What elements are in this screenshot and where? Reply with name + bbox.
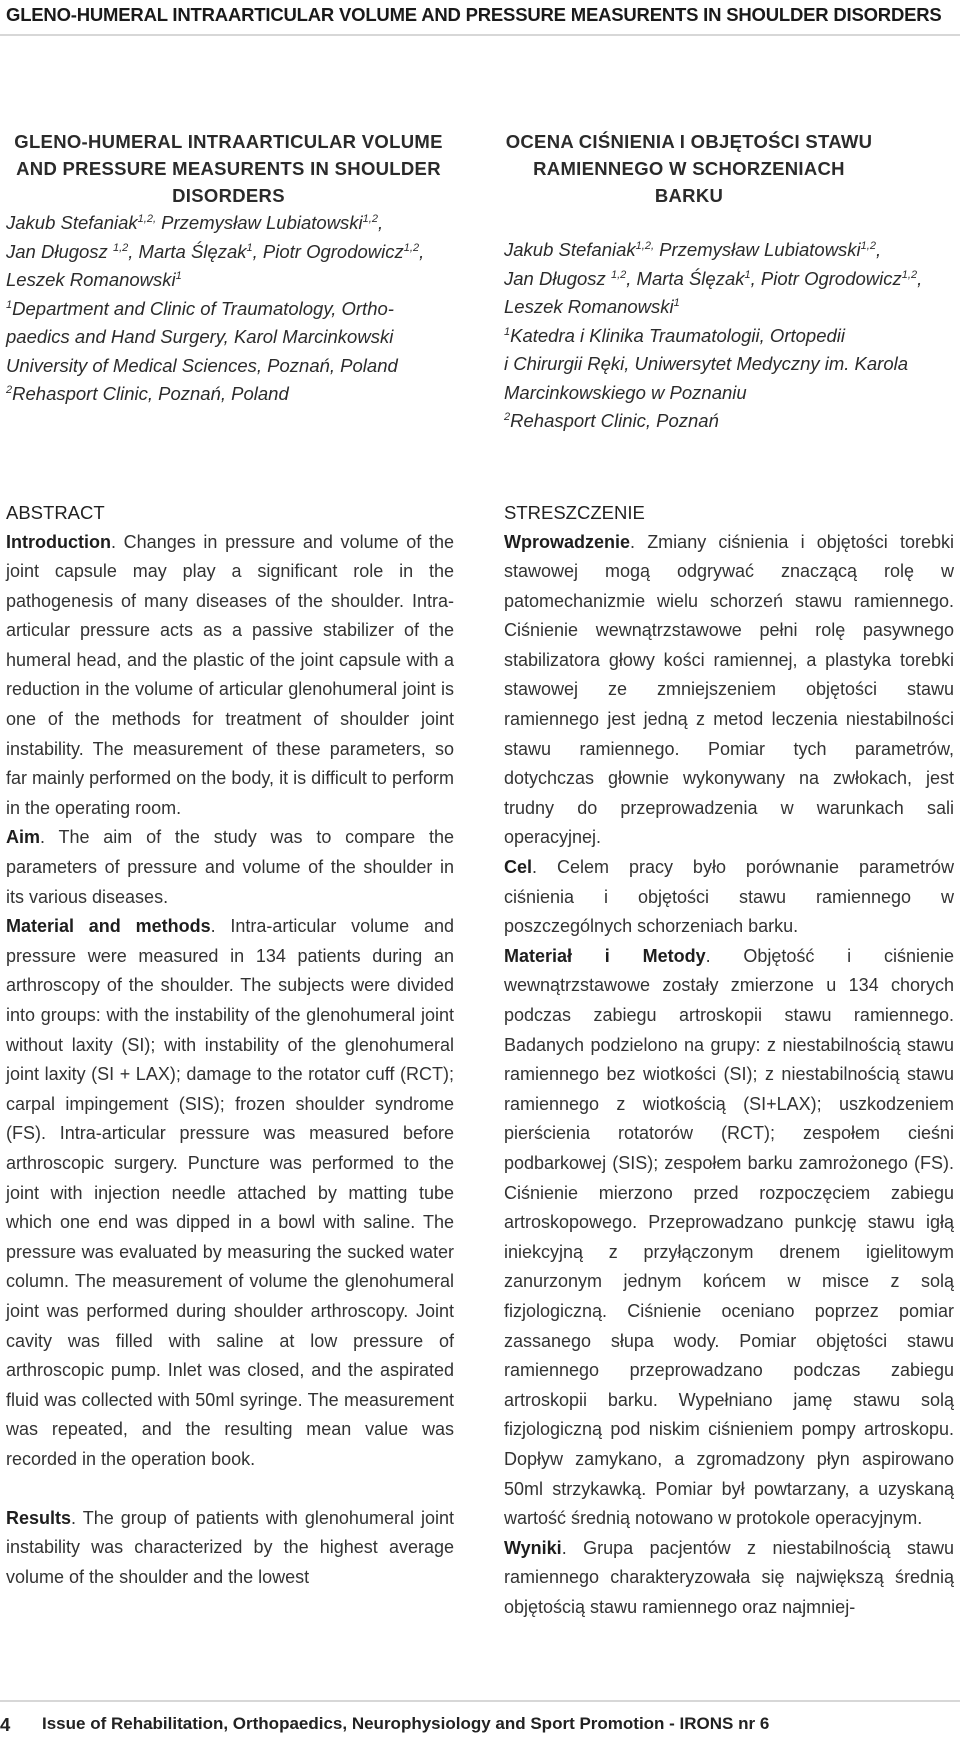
affiliation-2: $^2$Rehasport Clinic, Poznań, Poland bbox=[6, 383, 289, 404]
affiliation-mark: 1 bbox=[246, 241, 253, 254]
author-name: Marta Ślęzak bbox=[133, 240, 247, 262]
affiliation-1-cont: i Chirurgii Ręki, Uniwersytet Medyczny im. Karola bbox=[504, 353, 909, 374]
article-title-en bbox=[6, 128, 451, 209]
section-title-abstract: ABSTRACT bbox=[6, 502, 105, 523]
affiliation-1-cont: paedics and Hand Surgery, Karol Marcinkowski bbox=[6, 326, 394, 347]
author-line bbox=[504, 293, 954, 322]
affiliation-mark: 2 bbox=[504, 410, 511, 423]
author-name: Jan Długosz bbox=[504, 267, 611, 289]
section-title-streszczenie: STRESZCZENIE bbox=[504, 502, 645, 523]
aim-paragraph: Cel. Celem pracy było porównanie parametrów ciśnienia i objętości stawu ramiennego w poszczególnych schorzeniach barku. bbox=[504, 857, 954, 937]
authors-en bbox=[6, 209, 458, 409]
polish-header bbox=[504, 128, 954, 436]
author-line bbox=[504, 236, 954, 265]
article-title-pl bbox=[504, 128, 874, 209]
footer-divider bbox=[0, 1700, 960, 1702]
aim-paragraph: Aim. The aim of the study was to compare the parameters of pressure and volume of the shoulder in its various diseases. bbox=[6, 827, 454, 907]
affiliation-mark: 1,2, bbox=[137, 212, 157, 225]
methods-label: Material and methods bbox=[6, 916, 211, 937]
affiliation-1-cont: Marcinkowskiego w Poznaniu bbox=[504, 381, 747, 403]
affiliation-mark: 1,2 bbox=[610, 268, 627, 281]
affiliation-2: $^2$Rehasport Clinic, Poznań bbox=[504, 410, 719, 431]
separator: , bbox=[917, 267, 923, 289]
running-head: GLENO-HUMERAL INTRAARTICULAR VOLUME AND PRESSURE MEASURENTS IN SHOULDER DISORDERS bbox=[6, 4, 942, 25]
author-line bbox=[6, 266, 458, 295]
author-name: Leszek Romanowski bbox=[504, 296, 674, 317]
separator: , bbox=[626, 267, 632, 289]
author-name: Jakub Stefaniak bbox=[504, 239, 636, 260]
affiliation-mark: 1 bbox=[673, 296, 680, 309]
separator: , bbox=[875, 239, 882, 260]
author-name: Leszek Romanowski bbox=[6, 269, 176, 290]
affiliation-mark: 1 bbox=[504, 325, 511, 338]
author-name: Piotr Ogrodowicz bbox=[755, 267, 902, 289]
intro-label: Introduction bbox=[6, 531, 111, 552]
affiliation-1: $^1$Katedra i Klinika Traumatologii, Ortopedii bbox=[504, 324, 845, 346]
affiliation-mark: 1 bbox=[744, 268, 751, 281]
author-name: Jan Długosz bbox=[6, 240, 113, 262]
author-name: Piotr Ogrodowicz bbox=[257, 240, 404, 262]
affiliation-mark: 1,2 bbox=[860, 239, 876, 252]
affiliation-mark: 2 bbox=[6, 383, 13, 396]
affiliation-1: $^1$Department and Clinic of Traumatology, Ortho- bbox=[6, 297, 394, 319]
results-label: Wyniki bbox=[504, 1537, 562, 1558]
page-number: 4 bbox=[0, 1714, 11, 1735]
results-paragraph: Wyniki. Grupa pacjentów z niestabilnością stawu ramiennego charakteryzowała się największą średnią objętością stawu ramiennego oraz najmniej- bbox=[504, 1537, 954, 1617]
title-line: GLENO-HUMERAL INTRAARTICULAR VOLUME bbox=[14, 131, 443, 152]
author-line bbox=[6, 238, 458, 267]
author-line bbox=[6, 209, 458, 238]
aim-label: Aim bbox=[6, 827, 41, 848]
affiliation-mark: 1,2 bbox=[362, 212, 378, 225]
intro-label: Wprowadzenie bbox=[504, 531, 631, 552]
title-line: DISORDERS bbox=[172, 185, 285, 206]
affiliation-mark: 1 bbox=[175, 269, 182, 282]
intro-paragraph: Wprowadzenie. Zmiany ciśnienia i objętości torebki stawowej mogą odgrywać znaczącą rolę w patomechanizmie wielu schorzeń stawu ramiennego. Ciśnienie wewnątrzstawowe pełni rolę pasywnego stabilizatora głowy kości ramiennej, a plastyka torebki stawowej ze zmniejszeniem objętości stawu ramiennego jest jedną z metod leczenia niestabilności stawu ramiennego. Pomiar tych parametrów, dotychczas głownie wykonywany na zwłokach, jest trudny do przeprowadzenia w warunkach sali operacyjnej. bbox=[504, 531, 954, 848]
journal-name: Issue of Rehabilitation, Orthopaedics, Neurophysiology and Sport Promotion - IRONS nr 6 bbox=[42, 1714, 770, 1733]
affiliation-mark: 1,2, bbox=[635, 239, 655, 252]
results-paragraph: Results. The group of patients with glenohumeral joint instability was characterized by the highest average volume of the shoulder and the lowest bbox=[6, 1507, 454, 1587]
title-line: OCENA CIŚNIENIA I OBJĘTOŚCI STAWU bbox=[505, 131, 873, 152]
author-name: Przemysław Lubiatowski bbox=[156, 212, 363, 233]
author-line bbox=[504, 265, 954, 294]
header-divider bbox=[0, 34, 960, 36]
affiliation-mark: 1,2 bbox=[112, 241, 129, 254]
separator: , bbox=[252, 240, 258, 262]
separator: , bbox=[419, 240, 425, 262]
separator: , bbox=[377, 212, 384, 233]
author-name: Jakub Stefaniak bbox=[6, 212, 138, 233]
affiliation-mark: 1,2 bbox=[403, 241, 420, 254]
title-line: AND PRESSURE MEASURENTS IN SHOULDER bbox=[16, 158, 441, 179]
authors-pl bbox=[504, 236, 954, 436]
abstract-pl bbox=[504, 498, 954, 1622]
separator: , bbox=[128, 240, 134, 262]
abstract-en bbox=[6, 498, 454, 1592]
separator: , bbox=[750, 267, 756, 289]
affiliation-1-cont: University of Medical Sciences, Poznań, Poland bbox=[6, 354, 398, 376]
aim-label: Cel bbox=[504, 857, 533, 878]
affiliation-mark: 1 bbox=[6, 298, 13, 311]
intro-paragraph: Introduction. Changes in pressure and volume of the joint capsule may play a significant role in the pathogenesis of many diseases of the shoulder. Intra-articular pressure acts as a passive stabilizer of the humeral head, and the plastic of the joint capsule with a reduction in the volume of articular glenohumeral joint is one of the methods for treatment of shoulder joint instability. The measurement of these parameters, so far mainly performed on the body, it is difficult to perform in the operating room. bbox=[6, 531, 454, 818]
author-name: Przemysław Lubiatowski bbox=[654, 239, 861, 260]
english-header bbox=[6, 128, 458, 409]
title-line: RAMIENNEGO W SCHORZENIACH BARKU bbox=[533, 158, 845, 206]
author-name: Marta Ślęzak bbox=[631, 267, 745, 289]
affiliation-mark: 1,2 bbox=[901, 268, 918, 281]
methods-paragraph: Material and methods. Intra-articular volume and pressure were measured in 134 patients during an arthroscopy of the shoulder. The subjects were divided into groups: with the instability of the glenohumeral joint without laxity (SI); with instability of the glenohumeral joint laxity (SI + LAX); damage to the rotator cuff (RCT); carpal impingement (SIS); frozen shoulder syndrome (FS). Intra-articular pressure was measured before arthroscopic surgery. Puncture was performed to the joint with injection needle attached by matting tube which one end was dipped in a bowl with saline. The pressure was evaluated by measuring the sucked water column. The measurement of volume the glenohumeral joint was performed during shoulder arthroscopy. Joint cavity was filled with saline at low pressure of arthroscopic pump. Inlet was closed, and the aspirated fluid was collected with 50ml syringe. The measurement was repeated, and the resulting mean value was recorded in the operation book. bbox=[6, 916, 455, 1469]
methods-paragraph: Materiał i Metody. Objętość i ciśnienie wewnątrzstawowe zostały zmierzone u 134 chorych podczas zabiegu artroskopii stawu ramiennego. Badanych podzielono na grupy: z niestabilnością stawu ramiennego bez wiotkości (SI); z niestabilnością stawu ramiennego z wiotkością (SI+LAX); uszkodzeniem pierścienia rotatorów (RCT); zespołem cieśni podbarkowej (SIS); zespołem barku zamrożonego (FS). Ciśnienie mierzono przed rozpoczęciem zabiegu artroskopowego. Przeprowadzano punkcję stawu igłą iniekcyjną z przyłączonym drenem igielitowym zanurzonym jednym końcem w misce z solą fizjologiczną. Ciśnienie oceniano poprzez pomiar zassanego słupa wody. Pomiar objętości stawu ramiennego przeprowadzano podczas zabiegu artroskopii barku. Wypełniano jamę stawu solą fizjologiczną pod niskim ciśnieniem pompy artroskopu. Dopływ zamykano, a zgromadzony płyn aspirowano 50ml strzykawką. Pomiar był powtarzany, a uzyskaną wartość średnią notowano w protokole operacyjnym. bbox=[504, 945, 955, 1529]
results-label: Results bbox=[6, 1507, 72, 1528]
methods-label: Materiał i Metody bbox=[504, 945, 706, 966]
